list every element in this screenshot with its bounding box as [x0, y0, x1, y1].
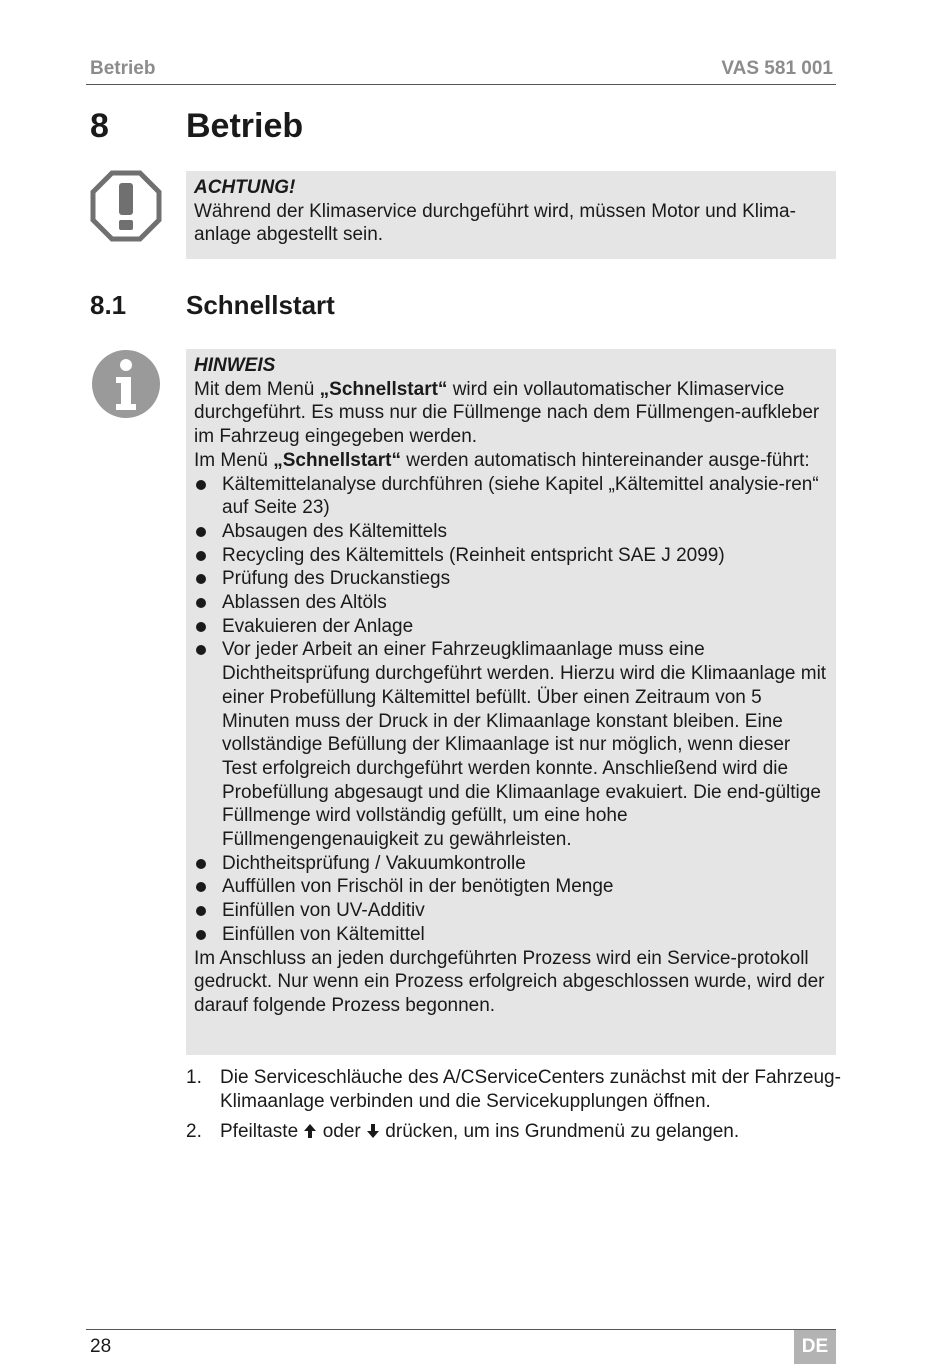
step-number: 1.	[186, 1067, 202, 1088]
step-text-end: drücken, um ins Grundmenü zu gelangen.	[380, 1121, 740, 1142]
section-title: Schnellstart	[186, 290, 335, 320]
list-item: Absaugen des Kältemittels	[194, 520, 828, 544]
hint-p1-text-end: wird ein vollautomatischer Klimaservice durchgeführt. Es muss nur die Füllmenge nach dem Füllmengen-aufkleber im Fahrzeug eingegeben werden.	[194, 378, 820, 448]
list-item: Prüfung des Druckanstiegs	[194, 567, 828, 591]
list-item: Auffüllen von Frischöl in der benötigten Menge	[194, 875, 828, 899]
list-item: Evakuieren der Anlage	[194, 615, 828, 639]
arrow-down-icon	[366, 1123, 380, 1139]
step-text-mid: oder	[317, 1121, 367, 1142]
running-header-product: VAS 581 001	[721, 58, 833, 79]
list-item: Ablassen des Altöls	[194, 591, 828, 615]
hint-label: HINWEIS	[194, 355, 276, 376]
warning-text: Während der Klimaservice durchgeführt wird, müssen Motor und Klima-anlage abgestellt sein.	[194, 200, 796, 246]
language-badge: DE	[794, 1330, 836, 1364]
process-list	[194, 473, 828, 947]
step-number: 2.	[186, 1121, 202, 1142]
hint-closing: Im Anschluss an jeden durchgeführten Prozess wird ein Service-protokoll gedruckt. Nur wenn ein Prozess erfolgreich abgeschlossen wurde, wird der darauf folgende Prozess begonnen.	[194, 947, 825, 1016]
chapter-number: 8	[90, 107, 109, 145]
hint-paragraph-2	[194, 449, 828, 473]
list-item: Kältemittelanalyse durchführen (siehe Kapitel „Kältemittel analysie-ren“ auf Seite 23)	[194, 473, 828, 520]
step-item	[186, 1120, 846, 1144]
menu-name-schnellstart: „Schnellstart“	[319, 378, 448, 400]
arrow-up-icon	[303, 1123, 317, 1139]
hint-p2-text-end: werden automatisch hintereinander ausge-führt:	[400, 449, 810, 471]
exclamation-octagon-icon	[90, 170, 162, 242]
list-item: Einfüllen von UV-Additiv	[194, 899, 828, 923]
list-item: Dichtheitsprüfung / Vakuumkontrolle	[194, 852, 828, 876]
footer-divider	[86, 1329, 836, 1330]
running-header-section: Betrieb	[90, 58, 156, 79]
step-text: Die Serviceschläuche des A/CServiceCenters zunächst mit der Fahrzeug-Klimaanlage verbinden und die Servicekupplungen öffnen.	[220, 1067, 841, 1112]
info-icon	[90, 348, 162, 420]
warning-label: ACHTUNG!	[194, 177, 296, 198]
header-divider	[86, 84, 836, 85]
page-number: 28	[90, 1336, 112, 1357]
section-number: 8.1	[90, 290, 127, 320]
list-item: Recycling des Kältemittels (Reinheit entspricht SAE J 2099)	[194, 544, 828, 568]
step-text: Pfeiltaste	[220, 1121, 304, 1142]
hint-paragraph-1	[194, 378, 828, 449]
list-item: Vor jeder Arbeit an einer Fahrzeugklimaanlage muss eine Dichtheitsprüfung durchgeführt werden. Hierzu wird die Klimaanlage mit einer Probefüllung Kältemittel befüllt. Über einen Zeitraum von 5 Minuten muss der Druck in der Klimaanlage konstant bleiben. Eine vollständige Befüllung der Klimaanlage ist nur möglich, wenn dieser Test erfolgreich durchgeführt werden konnte. Anschließend wird die Probefüllung abgesaugt und die Klimaanlage evakuiert. Die end-gültige Füllmenge wird vollständig gefüllt, um eine hohe Füllmengengenauigkeit zu gewährleisten.	[194, 638, 828, 851]
step-item	[186, 1066, 846, 1114]
hint-box	[186, 349, 836, 1055]
warning-box	[186, 171, 836, 259]
chapter-title: Betrieb	[186, 107, 304, 145]
list-item: Einfüllen von Kältemittel	[194, 923, 828, 947]
hint-p1-text: Mit dem Menü	[194, 378, 320, 400]
menu-name-schnellstart: „Schnellstart“	[273, 449, 401, 471]
hint-p2-text: Im Menü	[194, 449, 274, 471]
step-list	[186, 1066, 846, 1150]
